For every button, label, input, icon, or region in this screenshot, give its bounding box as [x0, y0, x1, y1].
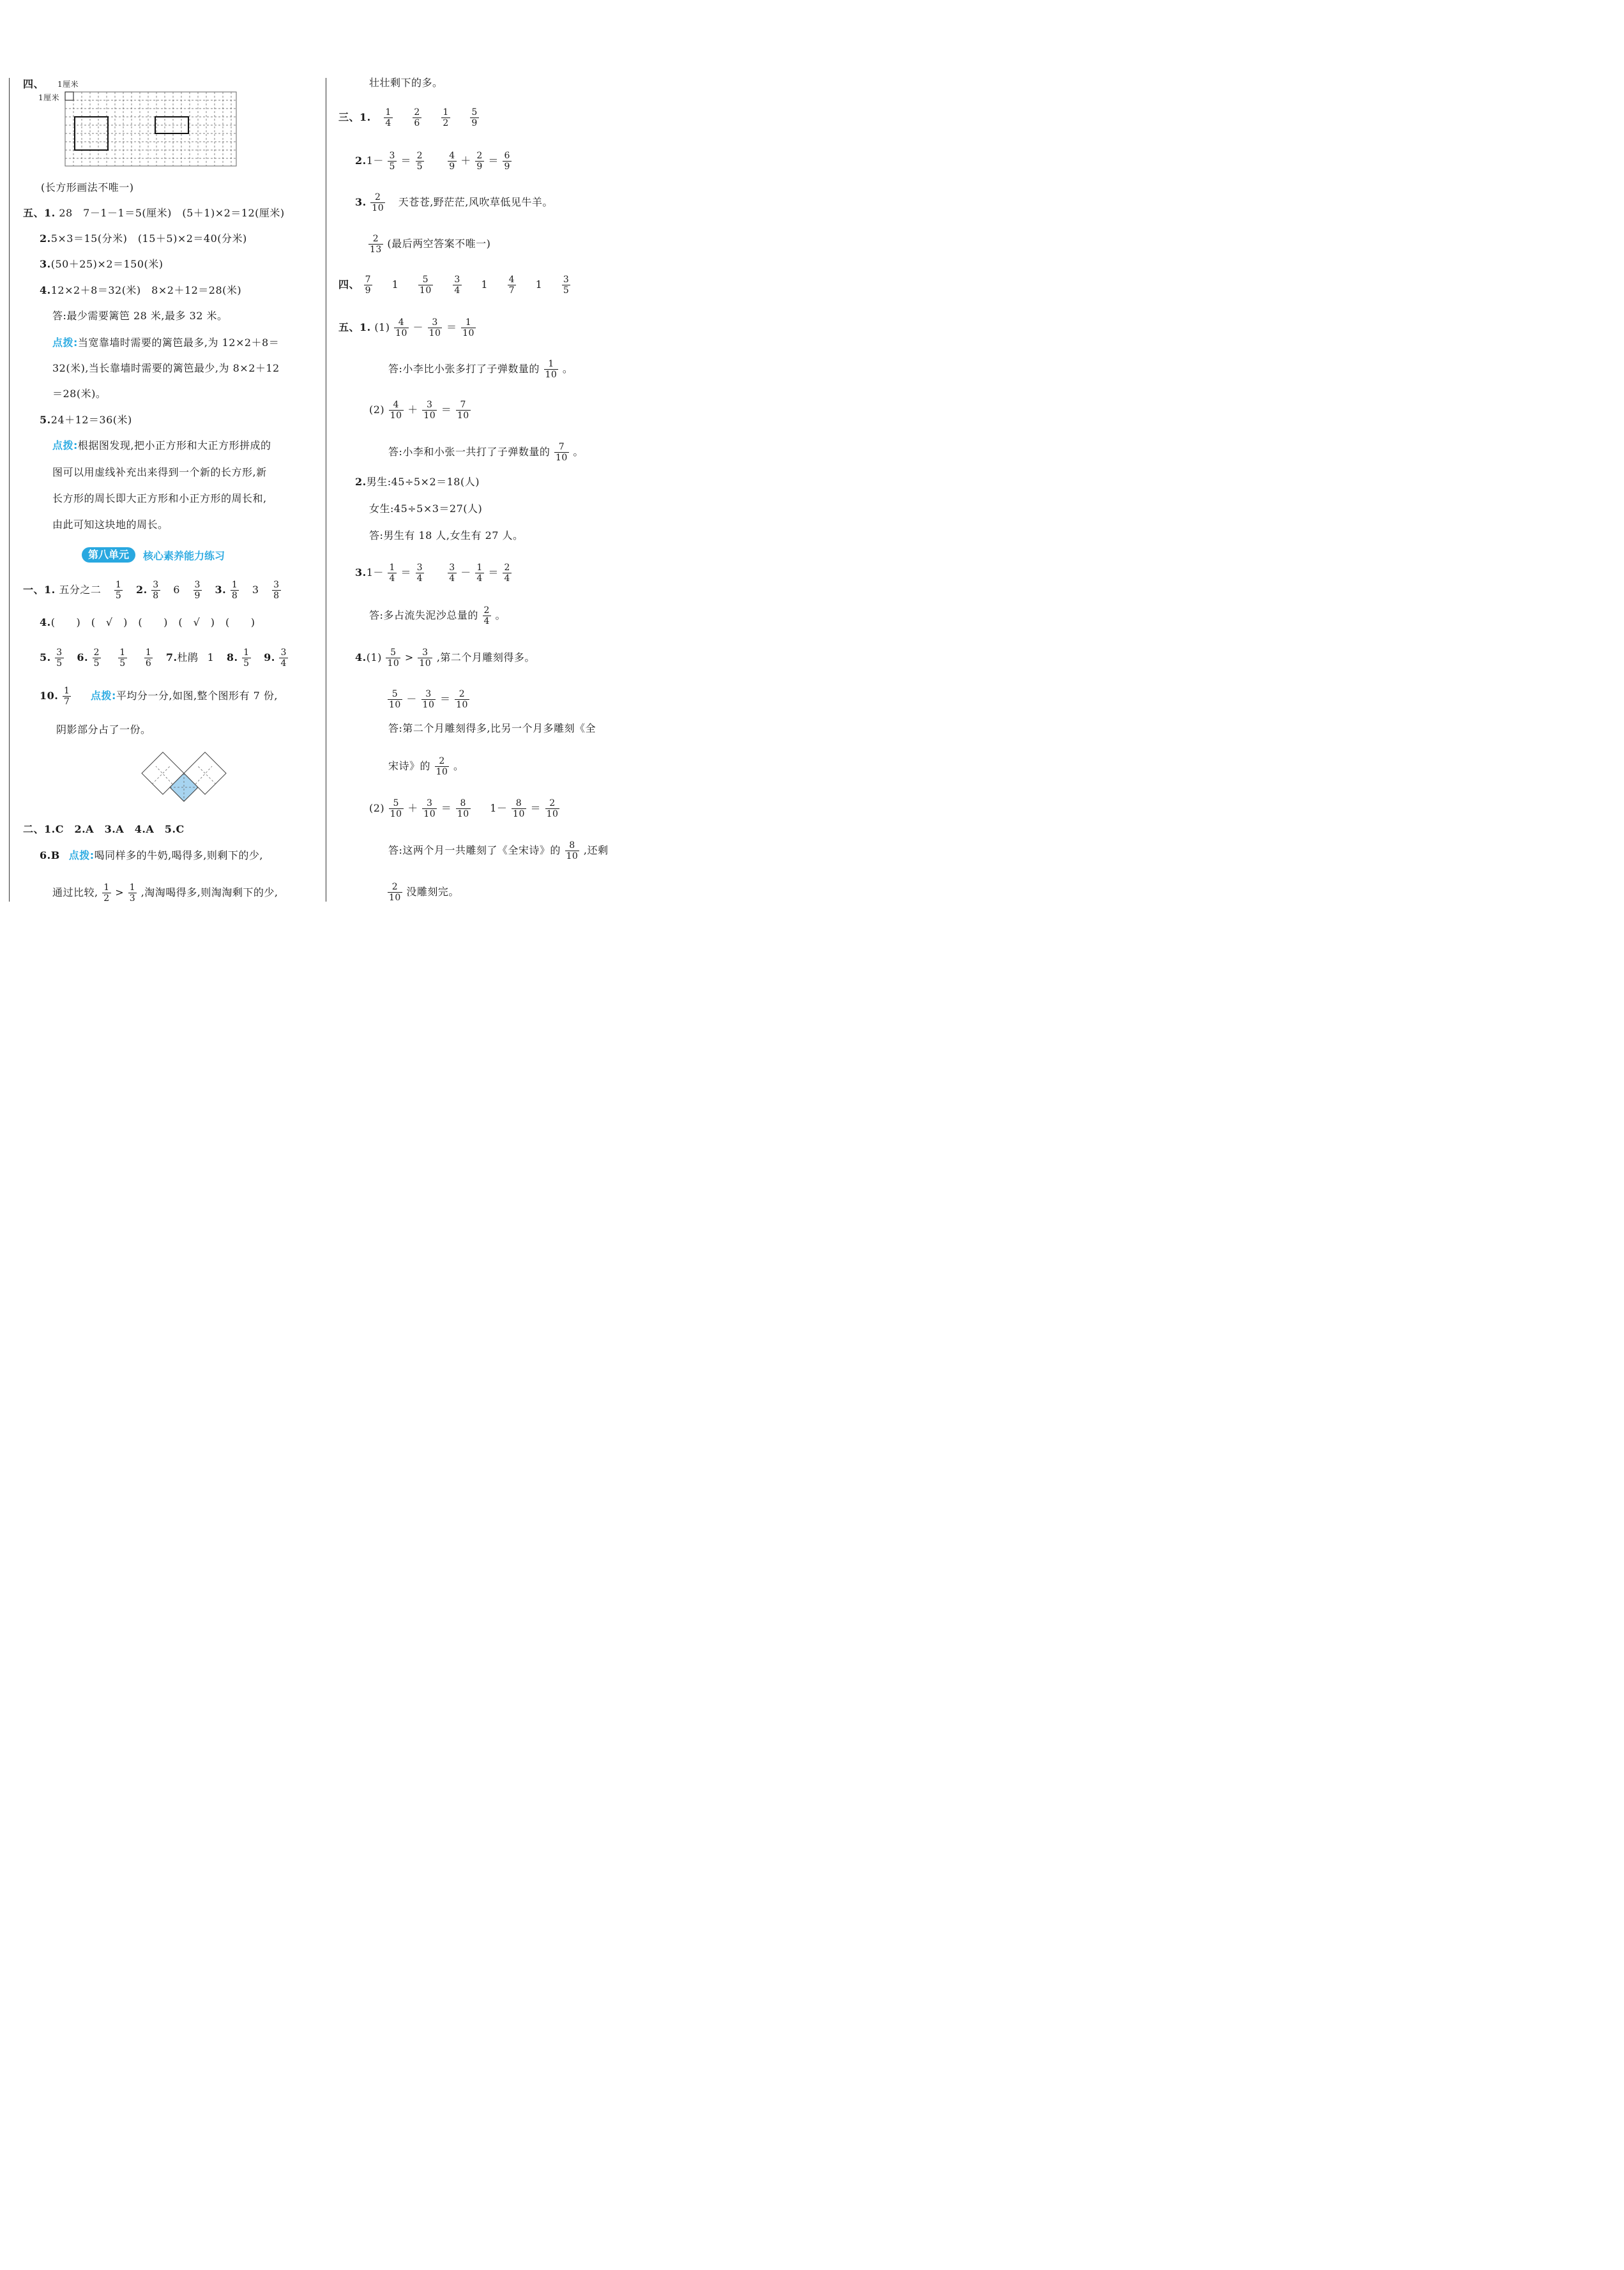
grid-border [65, 92, 236, 166]
unit-badge: 第八单元 [82, 547, 135, 563]
fraction: $\frac{2}{10}$ [436, 756, 448, 777]
unit-label-top: 1厘米 [57, 80, 79, 89]
right-continuation: 壮壮剩下的多。 [369, 77, 443, 89]
diamond-figure [140, 751, 229, 812]
fraction: $\frac{8}{10}$ [566, 840, 579, 861]
fraction: $\frac{6}{9}$ [504, 151, 510, 172]
fraction: $\frac{1}{10}$ [462, 317, 474, 338]
r-s3-q3-line2: $\frac{2}{13}$ (最后两空答案不唯一) [370, 234, 491, 255]
s5-q4-tip-line3: ＝28(米)。 [52, 388, 107, 400]
fraction: $\frac{4}{10}$ [390, 400, 402, 421]
fraction: $\frac{1}{8}$ [231, 580, 238, 601]
tip-label: 点拨: [52, 337, 78, 349]
fraction: $\frac{3}{4}$ [454, 275, 460, 296]
r-s5-a1: 答:小李比小张多打了子弹数量的 $\frac{1}{10}$ 。 [388, 359, 573, 380]
fraction: $\frac{1}{3}$ [129, 882, 136, 904]
s2-q6-line2: 通过比较, $\frac{1}{2}$ > $\frac{1}{3}$ ,淘淘喝得多,则淘淘剩下的少, [52, 882, 278, 904]
fraction: $\frac{1}{5}$ [119, 647, 126, 669]
grid-drawing [64, 91, 238, 167]
tip-label: 点拨: [52, 439, 78, 451]
r-s5-q2-l1: 2.男生:45÷5×2＝18(人) [355, 476, 480, 488]
fraction: $\frac{2}{5}$ [93, 647, 100, 669]
fraction: $\frac{3}{10}$ [423, 400, 436, 421]
answer-page [0, 0, 727, 1016]
fraction: $\frac{1}{7}$ [63, 686, 70, 707]
section-4-label: 四、 [23, 78, 45, 90]
r-s5-q4-p1: 4.(1) $\frac{5}{10}$ > $\frac{3}{10}$ ,第二个月雕刻得多。 [355, 647, 535, 669]
fraction: $\frac{3}{8}$ [153, 580, 159, 601]
r-s5-q2-ans: 答:男生有 18 人,女生有 27 人。 [369, 529, 524, 541]
r-s5-q1-p2: (2) $\frac{4}{10}$ ＋ $\frac{3}{10}$ ＝ $\frac{7}{10}$ [369, 400, 469, 421]
fraction: $\frac{5}{10}$ [389, 689, 401, 710]
s5-q1: 五、1. 28 7－1－1＝5(厘米) (5＋1)×2＝12(厘米) [23, 207, 285, 219]
fraction: $\frac{3}{5}$ [56, 647, 63, 669]
r-s5-q3: 3.1－ $\frac{1}{4}$ ＝ $\frac{3}{4}$ $\frac{3}{4}$ － $\frac{1}{4}$ ＝ $\frac{2}{4}$ [355, 563, 510, 584]
fraction: $\frac{3}{4}$ [416, 563, 423, 584]
fraction: $\frac{3}{10}$ [422, 689, 435, 710]
fraction: $\frac{1}{10}$ [545, 359, 558, 380]
r-s5-q3-ans: 答:多占流失泥沙总量的 $\frac{2}{4}$ 。 [369, 605, 506, 626]
s1-q4: 4.( ) ( √ ) ( ) ( √ ) ( ) [40, 616, 255, 628]
fraction: $\frac{7}{9}$ [365, 275, 372, 296]
tip-label: 点拨: [68, 849, 95, 861]
fraction: $\frac{3}{5}$ [389, 151, 395, 172]
fraction: $\frac{5}{9}$ [471, 107, 478, 128]
r-s5-q4-p2: (2) $\frac{5}{10}$ ＋ $\frac{3}{10}$ ＝ $\frac{8}{10}$ 1－ $\frac{8}{10}$ ＝ $\frac{2}{10}$ [369, 798, 559, 819]
fraction: $\frac{3}{4}$ [280, 647, 287, 669]
unit-label-left: 1厘米 [38, 93, 60, 102]
fraction: $\frac{8}{10}$ [513, 798, 525, 819]
fraction: $\frac{7}{10}$ [457, 400, 469, 421]
s1-line1: 一、1. 五分之二 $\frac{1}{5}$ 2. $\frac{3}{8}$ 6 $\frac{3}{9}$ 3. $\frac{1}{8}$ 3 $\frac{3}{8}$ [23, 580, 280, 601]
s2-line1: 二、1.C 2.A 3.A 4.A 5.C [23, 823, 185, 835]
rectangle-figure [155, 117, 188, 133]
s5-q5-tip-line2: 图可以用虚线补充出来得到一个新的长方形,新 [52, 466, 267, 478]
r-s3-q1: 三、1. $\frac{1}{4}$ $\frac{2}{6}$ $\frac{1}{2}$ $\frac{5}{9}$ [338, 107, 478, 128]
s1-line3: 5. $\frac{3}{5}$ 6. $\frac{2}{5}$ $\frac{1}{5}$ $\frac{1}{6}$ 7.杜鹃 1 8. $\frac{1}{5}$ 9. $\frac{3}{4}$ [40, 647, 287, 669]
fraction: $\frac{3}{9}$ [194, 580, 201, 601]
s5-q5: 5.24＋12＝36(米) [40, 414, 132, 426]
s4-note: (长方形画法不唯一) [41, 181, 134, 193]
fraction: $\frac{1}{5}$ [115, 580, 122, 601]
s5-q4-answer: 答:最少需要篱笆 28 米,最多 32 米。 [52, 310, 228, 322]
s5-q5-tip-line4: 由此可知这块地的周长。 [52, 518, 169, 531]
s5-q4: 4.12×2＋8＝32(米) 8×2＋12＝28(米) [40, 284, 242, 296]
grid-lines [65, 92, 236, 166]
fraction: $\frac{4}{10}$ [395, 317, 407, 338]
left-margin-rule [9, 78, 10, 902]
fraction: $\frac{4}{9}$ [449, 151, 455, 172]
fraction: $\frac{2}{6}$ [414, 107, 420, 128]
r-s3-q3: 3. $\frac{2}{10}$ 天苍苍,野茫茫,风吹草低见牛羊。 [355, 192, 553, 213]
s2-q6: 6.B 点拨:喝同样多的牛奶,喝得多,则剩下的少, [40, 849, 263, 861]
fraction: $\frac{1}{2}$ [103, 882, 110, 904]
s5-q3: 3.(50＋25)×2＝150(米) [40, 258, 163, 270]
unit-banner [82, 547, 225, 563]
unit-title: 核心素养能力练习 [143, 549, 225, 562]
fraction: $\frac{1}{4}$ [385, 107, 391, 128]
fraction: $\frac{2}{10}$ [389, 882, 401, 903]
s5-q5-tip-line3: 长方形的周长即大正方形和小正方形的周长和, [52, 492, 267, 504]
fraction: $\frac{2}{4}$ [483, 605, 490, 626]
fraction: $\frac{7}{10}$ [556, 442, 568, 463]
fraction: $\frac{4}{7}$ [508, 275, 515, 296]
fraction: $\frac{8}{10}$ [457, 798, 469, 819]
fraction: $\frac{1}{2}$ [443, 107, 449, 128]
fraction: $\frac{5}{10}$ [387, 647, 400, 669]
fraction: $\frac{5}{10}$ [419, 275, 432, 296]
fraction: $\frac{5}{10}$ [390, 798, 402, 819]
r-s5-q4-calc1: $\frac{5}{10}$ － $\frac{3}{10}$ ＝ $\frac{2}{10}$ [389, 689, 468, 710]
s5-q2: 2.5×3＝15(分米) (15＋5)×2＝40(分米) [40, 232, 247, 245]
tip-label: 点拨: [90, 690, 116, 702]
r-s5-q2-l2: 女生:45÷5×3＝27(人) [369, 503, 483, 515]
fraction: $\frac{1}{4}$ [476, 563, 483, 584]
fraction: $\frac{2}{5}$ [416, 151, 423, 172]
fraction: $\frac{2}{10}$ [546, 798, 559, 819]
fraction: $\frac{2}{9}$ [476, 151, 483, 172]
fraction: $\frac{3}{10}$ [419, 647, 432, 669]
fraction: $\frac{3}{10}$ [423, 798, 436, 819]
r-s5-q1-p1: 五、1. (1) $\frac{4}{10}$ － $\frac{3}{10}$ ＝ $\frac{1}{10}$ [338, 317, 474, 338]
r-s5-q4-ans1-l1: 答:第二个月雕刻得多,比另一个月多雕刻《全 [388, 722, 596, 734]
square-figure [75, 117, 108, 150]
fraction: $\frac{2}{4}$ [504, 563, 510, 584]
fraction: $\frac{2}{13}$ [370, 234, 382, 255]
fraction: $\frac{3}{10}$ [429, 317, 441, 338]
fraction: $\frac{3}{8}$ [273, 580, 280, 601]
fraction: $\frac{1}{4}$ [389, 563, 395, 584]
s5-q4-tip: 点拨:当宽靠墙时需要的篱笆最多,为 12×2＋8＝ [52, 337, 280, 349]
s5-q5-tip: 点拨:根据图发现,把小正方形和大正方形拼成的 [52, 439, 271, 451]
fraction: $\frac{1}{6}$ [145, 647, 152, 669]
unit-square [65, 92, 73, 100]
s1-q10: 10. $\frac{1}{7}$ 点拨:平均分一分,如图,整个图形有 7 份, [40, 686, 278, 707]
r-s5-a2: 答:小李和小张一共打了子弹数量的 $\frac{7}{10}$ 。 [388, 442, 584, 463]
fraction: $\frac{2}{10}$ [372, 192, 384, 213]
r-s3-q2: 2.1－ $\frac{3}{5}$ ＝ $\frac{2}{5}$ $\frac{4}{9}$ ＋ $\frac{2}{9}$ ＝ $\frac{6}{9}$ [355, 151, 510, 172]
r-s4: 四、 $\frac{7}{9}$ 1 $\frac{5}{10}$ $\frac{3}{4}$ 1 $\frac{4}{7}$ 1 $\frac{3}{5}$ [338, 275, 570, 296]
fraction: $\frac{1}{5}$ [243, 647, 250, 669]
fraction: $\frac{3}{5}$ [563, 275, 570, 296]
r-s5-q4-ans2-l1: 答:这两个月一共雕刻了《全宋诗》的 $\frac{8}{10}$ ,还剩 [388, 840, 609, 861]
fraction: $\frac{2}{10}$ [456, 689, 468, 710]
r-s5-q4-ans2-l2: $\frac{2}{10}$ 没雕刻完。 [389, 882, 459, 903]
fraction: $\frac{3}{4}$ [449, 563, 455, 584]
s5-q4-tip-line2: 32(米),当长靠墙时需要的篱笆最少,为 8×2＋12 [52, 362, 280, 374]
r-s5-q4-ans1-l2: 宋诗》的 $\frac{2}{10}$ 。 [388, 756, 464, 777]
s1-q10-tip-line2: 阴影部分占了一份。 [56, 723, 151, 736]
